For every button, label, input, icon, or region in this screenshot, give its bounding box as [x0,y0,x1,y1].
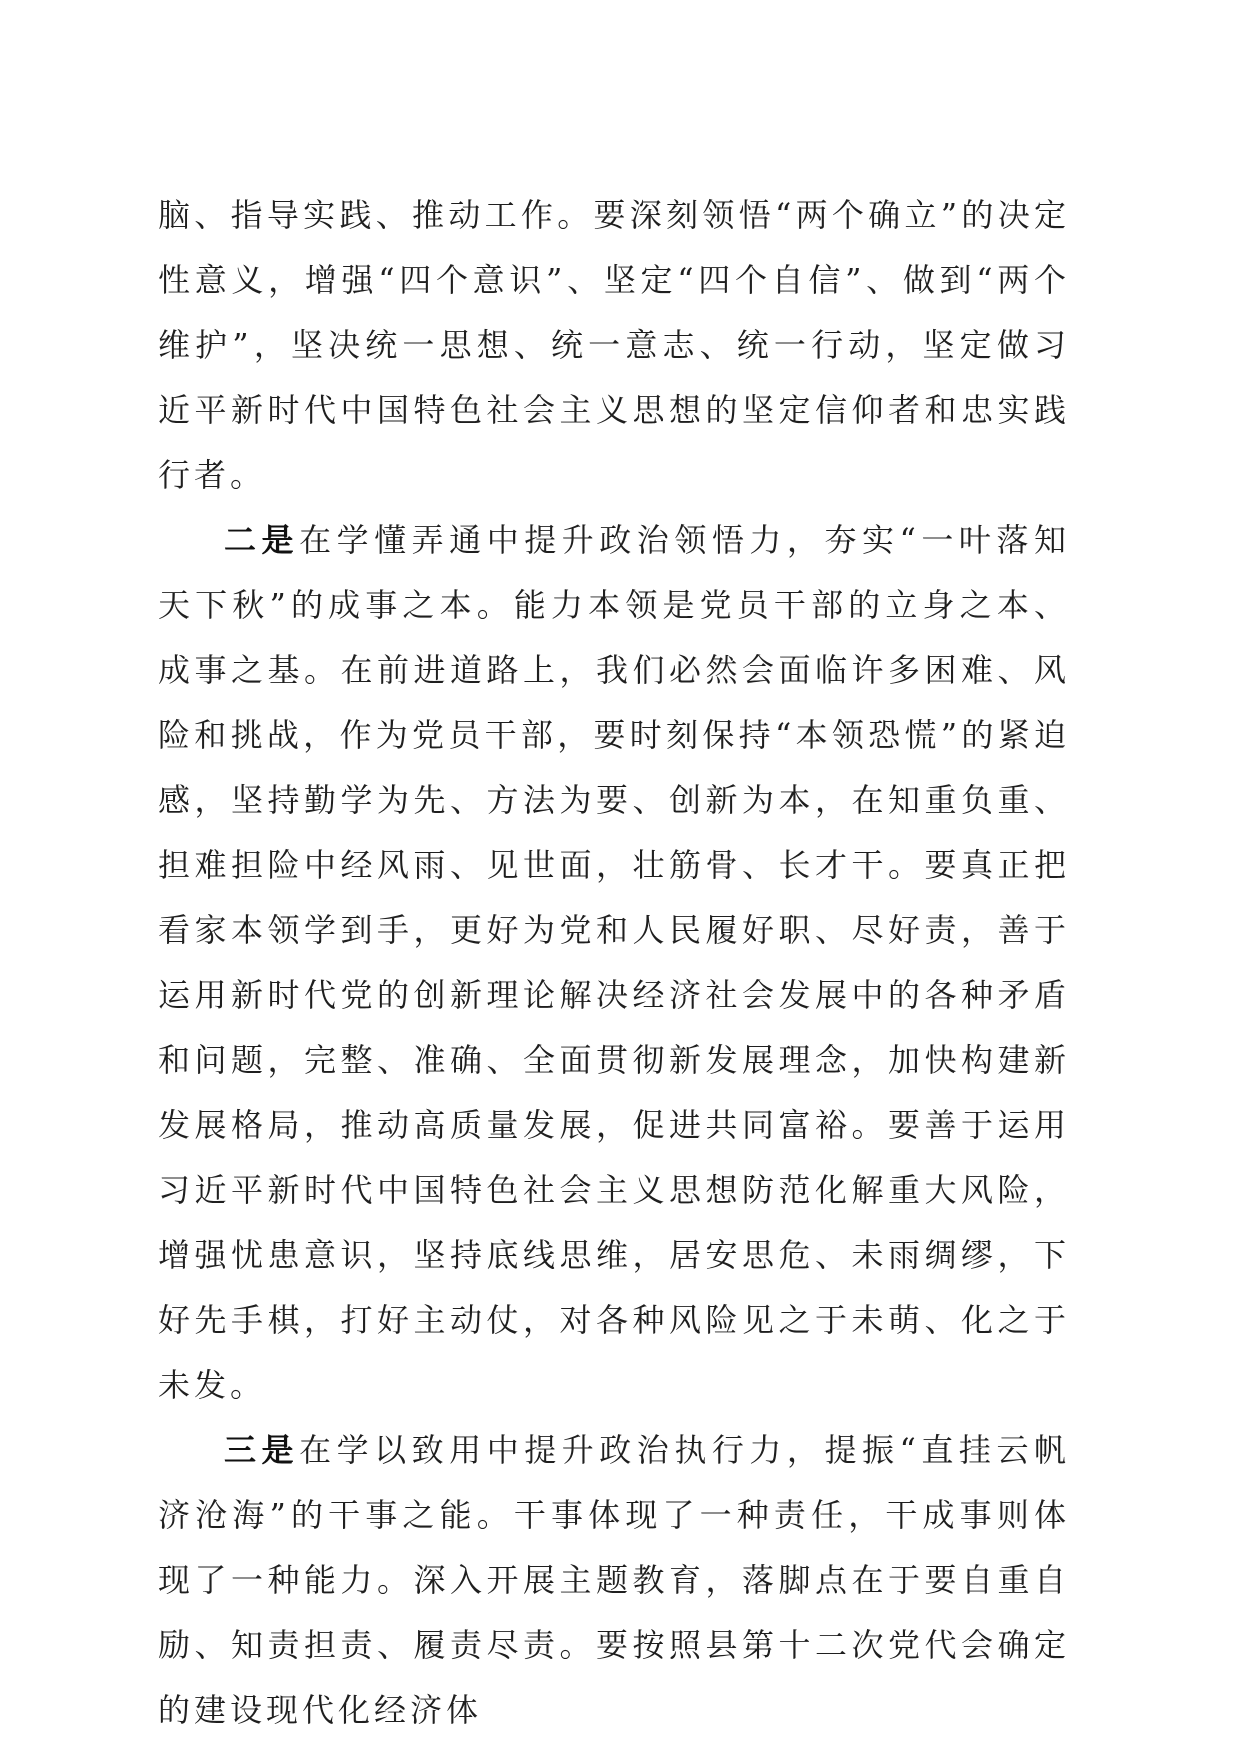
paragraph-text: 在学以致用中提升政治执行力，提振“直挂云帆济沧海”的干事之能。干事体现了一种责任，干成事则体现了一种能力。深入开展主题教育，落脚点在于要自重自励、知责担责、履责尽责。要按照县第十二次党代会确定的建设现代化经济体 [158,1431,1070,1729]
paragraph-text: 在学懂弄通中提升政治领悟力，夯实“一叶落知天下秋”的成事之本。能力本领是党员干部的立身之本、成事之基。在前进道路上，我们必然会面临许多困难、风险和挑战，作为党员干部，要时刻保持“本领恐慌”的紧迫感，坚持勤学为先、方法为要、创新为本，在知重负重、担难担险中经风雨、见世面，壮筋骨、长才干。要真正把看家本领学到手，更好为党和人民履好职、尽好责，善于运用新时代党的创新理论解决经济社会发展中的各种矛盾和问题，完整、准确、全面贯彻新发展理念，加快构建新发展格局，推动高质量发展，促进共同富裕。要善于运用习近平新时代中国特色社会主义思想防范化解重大风险，增强忧患意识，坚持底线思维，居安思危、未雨绸缪，下好先手棋，打好主动仗，对各种风险见之于未萌、化之于未发。 [158,521,1070,1404]
document-body [158,183,1070,1743]
paragraph-second-point [158,508,1070,1418]
paragraph-lead: 二是 [224,521,300,559]
paragraph-third-point [158,1418,1070,1743]
paragraph-lead: 三是 [224,1431,300,1469]
paragraph-continued [158,183,1070,508]
paragraph-text: 脑、指导实践、推动工作。要深刻领悟“两个确立”的决定性意义，增强“四个意识”、坚定“四个自信”、做到“两个维护”，坚决统一思想、统一意志、统一行动，坚定做习近平新时代中国特色社会主义思想的坚定信仰者和忠实践行者。 [158,196,1070,494]
